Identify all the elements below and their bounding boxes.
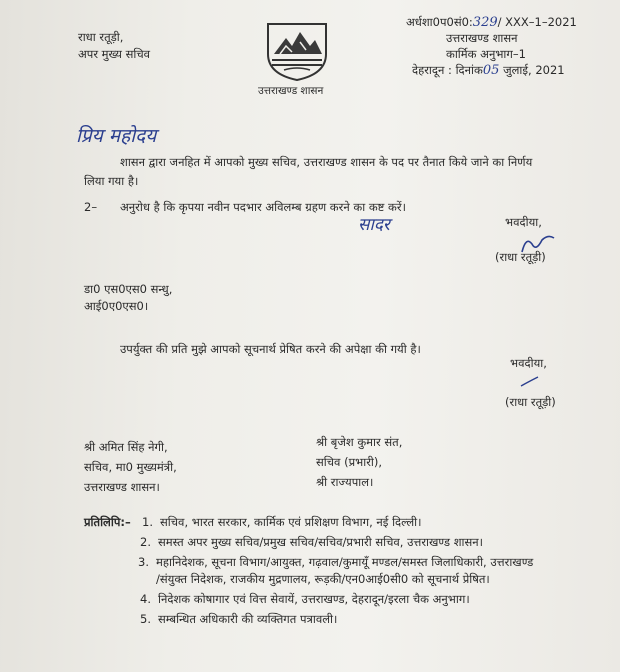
para2-number: 2– [84, 200, 98, 214]
section-name: कार्मिक अनुभाग–1 [446, 47, 526, 61]
recipient-left-line-1: श्री अमित सिंह नेगी, [84, 440, 168, 454]
ref-handwritten: 329 [472, 15, 498, 30]
signatory-1: (राधा रतूड़ी) [495, 250, 546, 264]
recipient-left-line-2: सचिव, मा0 मुख्यमंत्री, [84, 460, 177, 474]
logo-caption: उत्तराखण्ड शासन [258, 85, 324, 97]
cc-item-1: 1. सचिव, भारत सरकार, कार्मिक एवं प्रशिक्षण विभाग, नई दिल्ली। [142, 515, 422, 529]
recipient-left-line-3: उत्तराखण्ड शासन। [84, 480, 160, 494]
date-suffix: जुलाई, 2021 [503, 63, 565, 77]
para1-line1: शासन द्वारा जनहित में आपको मुख्य सचिव, उत्तराखण्ड शासन के पद पर तैनात किये जाने का निर्णय [120, 155, 533, 169]
addressee-service: आई0ए0एस0। [84, 299, 149, 313]
recipient-right-line-3: श्री राज्यपाल। [316, 475, 374, 489]
closing-1: भवदीया, [505, 215, 542, 229]
cc-item-2: 2. समस्त अपर मुख्य सचिव/प्रमुख सचिव/सचिव/प्रभारी सचिव, उत्तराखण्ड शासन। [140, 535, 484, 549]
para1-line2: लिया गया है। [84, 174, 139, 188]
place-date-prefix: देहरादून : दिनांक [412, 63, 483, 77]
cc-label: प्रतिलिपि:– [84, 515, 131, 529]
govt-name: उत्तराखण्ड शासन [446, 31, 518, 45]
sender-name: राधा रतूड़ी, [78, 30, 124, 44]
uttarakhand-emblem-logo [262, 20, 332, 82]
recipient-right-line-2: सचिव (प्रभारी), [316, 455, 383, 469]
copy-note-text: उपर्युक्त की प्रति मुझे आपको सूचनार्थ प्रेषित करने की अपेक्षा की गयी है। [120, 342, 421, 356]
closing-2: भवदीया, [510, 356, 547, 370]
sender-designation: अपर मुख्य सचिव [78, 47, 151, 61]
handwritten-note: सादर [358, 215, 390, 235]
salutation-handwritten: प्रिय महोदय [76, 125, 157, 147]
recipient-right-line-1: श्री बृजेश कुमार संत, [316, 435, 403, 449]
signatory-2: (राधा रतूड़ी) [505, 395, 556, 409]
ref-suffix: / XXX–1–2021 [497, 15, 577, 29]
place-date [412, 63, 565, 78]
ref-prefix: अर्धशा0प0सं0: [406, 15, 473, 29]
cc-item-3: 3. महानिदेशक, सूचना विभाग/आयुक्त, गढ़वाल/कुमायूँ मण्डल/समस्त जिलाधिकारी, उत्तराखण्ड [138, 555, 534, 569]
cc-item-5: 5. सम्बन्धित अधिकारी की व्यक्तिगत पत्रावली। [140, 612, 338, 626]
cc-item-3-line-2: /संयुक्त निदेशक, राजकीय मुद्रणालय, रूड़की/एन0आई0सी0 को सूचनार्थ प्रेषित। [156, 572, 490, 586]
addressee-name: डा0 एस0एस0 सन्धु, [84, 282, 173, 296]
cc-item-4: 4. निदेशक कोषागार एवं वित्त सेवायें, उत्तराखण्ड, देहरादून/इरला चैक अनुभाग। [140, 592, 470, 606]
para2-text: अनुरोध है कि कृपया नवीन पदभार अविलम्ब ग्रहण करने का कष्ट करें। [120, 200, 406, 214]
signature-2 [518, 374, 542, 390]
date-handwritten: 05 [482, 63, 500, 78]
reference-number [406, 15, 577, 30]
